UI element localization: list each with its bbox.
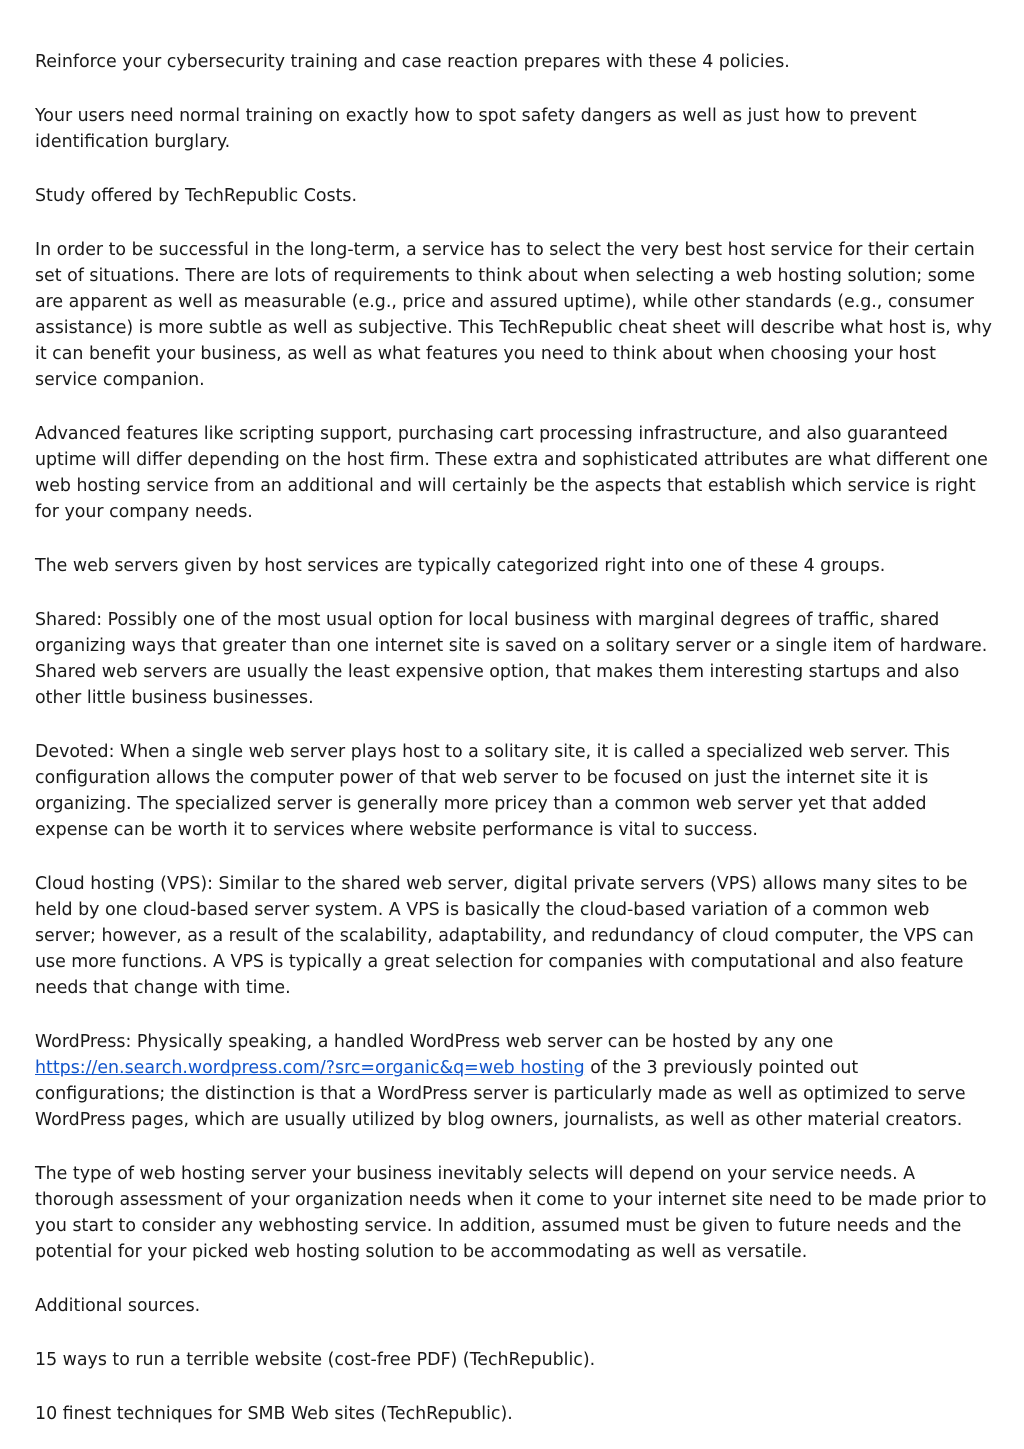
wordpress-text-before: WordPress: Physically speaking, a handled WordPress web server can be hosted by any one <box>35 1032 834 1052</box>
paragraph-training-policies: Reinforce your cybersecurity training and case reaction prepares with these 4 policies. <box>35 52 790 72</box>
paragraph-advanced-features: Advanced features like scripting support, purchasing cart processing infrastructure, and also guaranteed uptime will differ depending on the host firm. These extra and sophisticated attributes are what different one web hosting service from an additional and will certainly be the aspects that establish which service is right for your company needs. <box>35 424 988 522</box>
paragraph-source-smb-websites: 10 finest techniques for SMB Web sites (TechRepublic). <box>35 1404 513 1424</box>
paragraph-shared: Shared: Possibly one of the most usual option for local business with marginal degrees of traffic, shared organizing ways that greater than one internet site is saved on a solitary server or a single item of hardware. Shared web servers are usually the least expensive option, that makes them interesting startups and also other little business businesses. <box>35 610 988 708</box>
paragraph-additional-sources: Additional sources. <box>35 1296 201 1316</box>
wordpress-text-after: of the 3 previously pointed out configurations; the distinction is that a WordPress server is particularly made as well as optimized to serve WordPress pages, which are usually utilized by blog owners, journalists, as well as other material creators. <box>35 1058 966 1130</box>
wordpress-search-link[interactable]: https://en.search.wordpress.com/?src=organic&q=web hosting <box>35 1058 585 1078</box>
paragraph-cloud-vps: Cloud hosting (VPS): Similar to the shared web server, digital private servers (VPS) allows many sites to be held by one cloud-based server system. A VPS is basically the cloud-based variation of a common web server; however, as a result of the scalability, adaptability, and redundancy of cloud computer, the VPS can use more functions. A VPS is typically a great selection for companies with computational and also feature needs that change with time. <box>35 874 974 998</box>
paragraph-dedicated: Devoted: When a single web server plays host to a solitary site, it is called a specialized web server. This configuration allows the computer power of that web server to be focused on just the internet site it is organizing. The specialized server is generally more pricey than a common web server yet that added expense can be worth it to services where website performance is vital to success. <box>35 742 950 840</box>
paragraph-source-terrible-website: 15 ways to run a terrible website (cost-free PDF) (TechRepublic). <box>35 1350 596 1370</box>
paragraph-server-selection: The type of web hosting server your business inevitably selects will depend on your service needs. A thorough assessment of your organization needs when it come to your internet site need to be made prior to you start to consider any webhosting service. In addition, assumed must be given to future needs and the potential for your picked web hosting solution to be accommodating as well as versatile. <box>35 1164 987 1262</box>
paragraph-study-offered: Study offered by TechRepublic Costs. <box>35 186 358 206</box>
paragraph-long-term-success: In order to be successful in the long-term, a service has to select the very best host service for their certain set of situations. There are lots of requirements to think about when selecting a web hosting solution; some are apparent as well as measurable (e.g., price and assured uptime), while other standards (e.g., consumer assistance) is more subtle as well as subjective. This TechRepublic cheat sheet will describe what host is, why it can benefit your business, as well as what features you need to think about when choosing your host service companion. <box>35 240 992 390</box>
paragraph-server-groups: The web servers given by host services are typically categorized right into one of these 4 groups. <box>35 556 886 576</box>
paragraph-wordpress <box>35 1029 994 1133</box>
paragraph-user-training: Your users need normal training on exactly how to spot safety dangers as well as just how to prevent identification burglary. <box>35 106 917 152</box>
